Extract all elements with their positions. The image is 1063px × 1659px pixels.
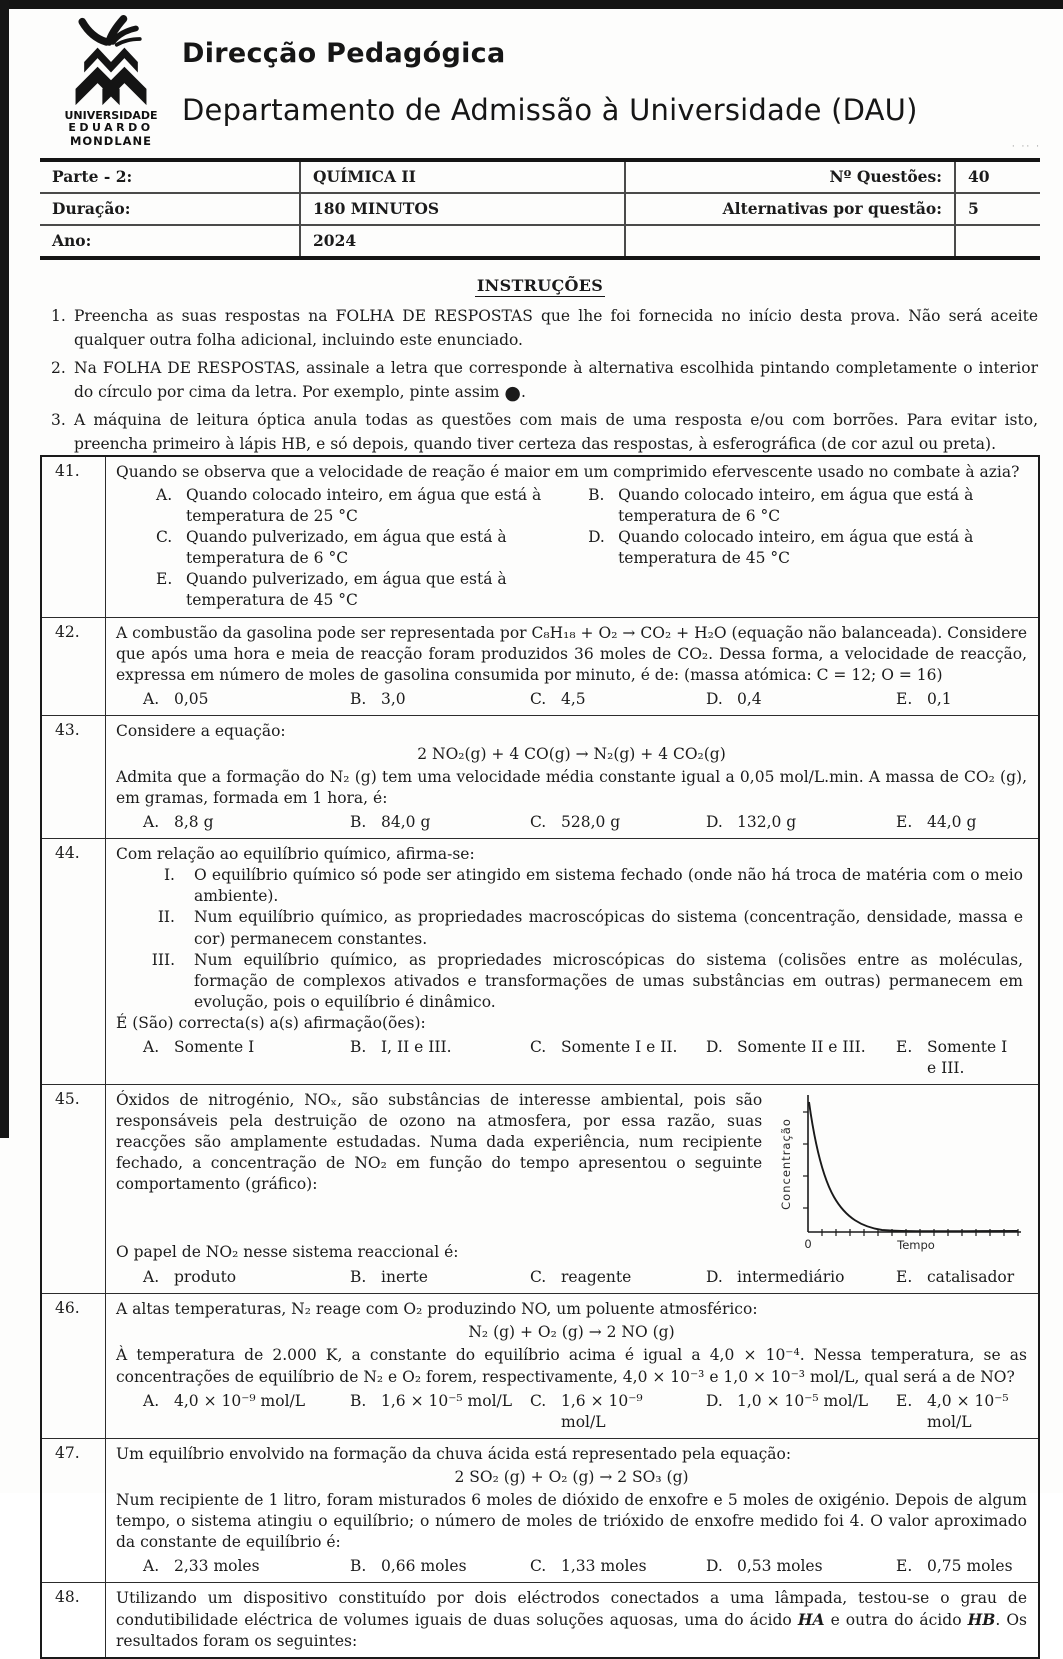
option-letter: E. [896, 1268, 913, 1287]
option [156, 569, 570, 611]
option-letter: D. [706, 1037, 723, 1056]
option [530, 1556, 706, 1577]
origin-label: 0 [804, 1237, 812, 1252]
option [896, 689, 1027, 710]
option-text: 1,6 × 10⁻⁵ mol/L [381, 1391, 513, 1410]
option-letter: E. [896, 689, 913, 708]
question-body [106, 1439, 1038, 1582]
info-row-ano [40, 225, 1040, 258]
instructions-title: INSTRUÇÕES [476, 276, 604, 295]
option [156, 485, 570, 527]
decay-curve-chart [778, 1090, 1028, 1258]
option [143, 1391, 350, 1433]
option [350, 1037, 530, 1079]
question-body [106, 618, 1038, 715]
question-body [106, 1583, 1038, 1657]
question-with-graph [116, 1090, 1028, 1264]
option-letter: A. [143, 813, 160, 832]
question-text-part: e outra do ácido [824, 1611, 968, 1630]
option-letter: B. [350, 689, 367, 708]
statement [116, 865, 1027, 907]
option-text: I, II e III. [381, 1037, 452, 1056]
option-letter: D. [706, 1268, 723, 1287]
info-row-duracao [40, 193, 1040, 225]
uem-logo [56, 16, 166, 148]
option-text: Quando colocado inteiro, em água que está à temperatura de 25 °C [186, 486, 542, 526]
filled-circle-example: ● [504, 382, 521, 405]
instruction-item [40, 408, 1040, 457]
question-number: 41. [42, 457, 106, 617]
questions-table [40, 455, 1040, 1659]
question-number: 46. [42, 1294, 106, 1437]
option-text: Quando colocado inteiro, em água que está à temperatura de 45 °C [618, 528, 974, 568]
option-letter: A. [156, 486, 173, 505]
question-text: Quando se observa que a velocidade de reação é maior em um comprimido efervescente usado no combate à azia? [116, 463, 1020, 481]
question-number: 48. [42, 1583, 106, 1657]
option [588, 527, 1027, 569]
question-row-44 [42, 839, 1038, 1085]
option-letter: E. [156, 570, 173, 589]
question-body [106, 1294, 1038, 1437]
option-text: Quando pulverizado, em água que está à temperatura de 45 °C [186, 570, 507, 610]
y-axis-label: Concentração [779, 1118, 794, 1210]
question-text: À temperatura de 2.000 K, a constante do equilíbrio acima é igual a 4,0 × 10⁻⁴. Nessa temperatura, se as concentrações de equilíbrio de N₂ e O₂ forem, respectivamente, 4,0 × 10⁻³ e 1,0 × 10⁻³ mol/L, qual será a de NO? [116, 1346, 1027, 1386]
chemical-equation: 2 SO₂ (g) + O₂ (g) → 2 SO₃ (g) [454, 1467, 689, 1486]
option [350, 689, 530, 710]
statement-text: O equilíbrio químico só pode ser atingido em sistema fechado (onde não há troca de matéria com o meio ambiente). [194, 866, 1023, 906]
options-row [116, 689, 1027, 710]
statement [116, 950, 1027, 1013]
option-letter: C. [530, 1037, 547, 1056]
option [350, 1556, 530, 1577]
statement-text: Num equilíbrio químico, as propriedades macroscópicas do sistema (concentração, densidade, massa e cor) permanecem constantes. [194, 908, 1023, 948]
option [896, 1391, 1027, 1433]
option-text: 0,75 moles [927, 1557, 1013, 1576]
question-text: Num recipiente de 1 litro, foram misturados 6 moles de dióxido de enxofre e 5 moles de oxigénio. Depois de algum tempo, o sistema atingiu o equilíbrio; o número de moles de trióxido de enxofre medido foi 4. O valor aproximado da constante de equilíbrio é: [116, 1490, 1027, 1552]
uem-emblem-icon [63, 16, 159, 108]
question-row-48 [42, 1583, 1038, 1657]
option [530, 1267, 706, 1288]
option-letter: B. [350, 1391, 367, 1410]
empty-cell [625, 225, 955, 258]
num-questoes-value: 40 [968, 167, 990, 186]
option [706, 1037, 896, 1079]
question-number: 42. [42, 618, 106, 715]
instruction-number: 2. [51, 358, 66, 377]
option-letter: A. [143, 1391, 160, 1410]
option-letter: C. [530, 1391, 547, 1410]
statement-numeral: I. [163, 866, 175, 885]
question-row-43 [42, 716, 1038, 839]
option-letter: A. [143, 1268, 160, 1287]
instructions-section [40, 276, 1040, 460]
option [706, 1556, 896, 1577]
option-text: 3,0 [381, 689, 406, 708]
option-letter: E. [896, 1557, 913, 1576]
option [896, 1037, 1027, 1079]
option-letter: B. [588, 486, 605, 505]
concentration-time-graph [778, 1090, 1028, 1264]
question-closing: É (São) correcta(s) a(s) afirmação(ões): [116, 1013, 426, 1032]
option-text: 132,0 g [737, 813, 797, 832]
logo-text-mondlane: MONDLANE [69, 133, 153, 148]
info-row-parte [40, 160, 1040, 193]
option [530, 1037, 706, 1079]
option [143, 1267, 350, 1288]
options-grid [116, 485, 1027, 611]
num-questoes-label: Nº Questões: [625, 160, 955, 193]
instruction-text: A máquina de leitura óptica anula todas as questões com mais de uma resposta e/ou com borrões. Para evitar isto, preencha primeiro à lápis HB, e só depois, quando tiver certeza das respostas, à esferográfica (de cor azul ou preta). [74, 410, 1038, 454]
x-axis-label: Tempo [897, 1238, 936, 1253]
question-row-41 [42, 457, 1038, 618]
subject-value: QUÍMICA II [300, 160, 625, 193]
option [706, 1267, 896, 1288]
departamento-dau-title: Departamento de Admissão à Universidade (DAU) [182, 93, 918, 127]
question-row-45 [42, 1085, 1038, 1294]
option [530, 812, 706, 833]
option-text: 8,8 g [174, 813, 214, 832]
question-text: Admita que a formação do N₂ (g) tem uma velocidade média constante igual a 0,05 mol/L.min. A massa de CO₂ (g), em gramas, formada em 1 hora, é: [116, 768, 1027, 808]
question-body [106, 716, 1038, 838]
option-letter: D. [706, 689, 723, 708]
question-prompt: O papel de NO₂ nesse sistema reaccional é: [116, 1243, 459, 1262]
option-text: 1,6 × 10⁻⁹ mol/L [561, 1391, 643, 1431]
option-letter: A. [143, 1037, 160, 1056]
option-text: Quando pulverizado, em água que está à temperatura de 6 °C [186, 528, 507, 568]
option [530, 689, 706, 710]
question-text: A combustão da gasolina pode ser representada por C₈H₁₈ + O₂ → CO₂ + H₂O (equação não balanceada). Considere que após uma hora e meia de reacção foram produzidos 36 moles de CO₂. Dessa forma, a velocidade de reacção, expressa em número de moles de gasolina consumida por minuto, é de: (massa atómica: C = 12; O = 16) [116, 623, 1027, 684]
instruction-text-suffix: . [521, 383, 526, 402]
option-text: 0,05 [174, 689, 209, 708]
option [896, 812, 1027, 833]
instruction-number: 3. [51, 410, 66, 429]
question-intro: Um equilíbrio envolvido na formação da chuva ácida está representado pela equação: [116, 1444, 792, 1463]
question-intro: Considere a equação: [116, 721, 286, 740]
question-text [116, 1588, 1027, 1652]
option-text: 0,66 moles [381, 1557, 467, 1576]
option-text: produto [174, 1268, 237, 1287]
option [143, 1556, 350, 1577]
option-text: inerte [381, 1268, 428, 1287]
alternativas-label: Alternativas por questão: [625, 193, 955, 225]
option-letter: C. [530, 813, 547, 832]
option-text: 1,0 × 10⁻⁵ mol/L [737, 1391, 869, 1410]
option [143, 812, 350, 833]
option [588, 485, 1027, 527]
option-text: Somente I e II. [561, 1037, 678, 1056]
option-letter: E. [896, 1037, 913, 1056]
option-letter: D. [706, 1557, 723, 1576]
instruction-item [40, 304, 1040, 353]
question-number: 44. [42, 839, 106, 1084]
duracao-label: Duração: [40, 193, 300, 225]
options-row [116, 1556, 1027, 1577]
decay-curve [809, 1102, 1018, 1231]
question-number: 45. [42, 1085, 106, 1293]
option-letter: C. [530, 1268, 547, 1287]
question-intro: Com relação ao equilíbrio químico, afirma-se: [116, 845, 475, 864]
option-text: 0,1 [927, 689, 952, 708]
option-letter: D. [706, 813, 723, 832]
option [143, 1037, 350, 1079]
option-text: intermediário [737, 1268, 845, 1287]
option [143, 689, 350, 710]
option [896, 1267, 1028, 1288]
option-letter: E. [896, 813, 913, 832]
instruction-text: Preencha as suas respostas na FOLHA DE RESPOSTAS que lhe foi fornecida no início desta prova. Não será aceite qualquer outra folha adicional, incluindo este enunciado. [74, 307, 1038, 350]
header [56, 16, 918, 148]
header-titles [182, 16, 918, 148]
question-body [106, 839, 1038, 1084]
option-letter: C. [156, 528, 173, 547]
option [706, 812, 896, 833]
statement-numeral: III. [151, 950, 175, 969]
direccao-pedagogica-title: Direcção Pedagógica [182, 38, 506, 69]
option-letter: E. [896, 1391, 913, 1410]
logo-text-eduardo: EDUARDO [68, 121, 154, 135]
option-text: 1,33 moles [561, 1557, 647, 1576]
option-letter: C. [530, 689, 547, 708]
empty-cell [955, 225, 1040, 258]
option-letter: D. [588, 528, 605, 547]
statement-numeral: II. [157, 908, 175, 927]
option [350, 1267, 530, 1288]
option [156, 527, 570, 569]
scan-left-edge [0, 0, 9, 1138]
logo-text-universidade: UNIVERSIDADE [64, 109, 158, 122]
option-letter: B. [350, 1268, 367, 1287]
parte-label: Parte - 2: [40, 160, 300, 193]
option-letter: A. [143, 1557, 160, 1576]
option-text: 0,4 [737, 689, 762, 708]
option-text: 0,53 moles [737, 1557, 823, 1576]
option-text: 4,5 [561, 689, 586, 708]
statement-text: Num equilíbrio químico, as propriedades microscópicas do sistema (colisões entre as moléculas, formação de complexos ativados e transformações de umas substâncias em outras) permanecem em evolução, pois o equilíbrio é dinâmico. [194, 950, 1023, 1011]
option-letter: D. [706, 1391, 723, 1410]
option [706, 1391, 896, 1433]
chemical-equation: 2 NO₂(g) + 4 CO(g) → N₂(g) + 4 CO₂(g) [417, 744, 726, 763]
alternativas-value: 5 [968, 199, 979, 218]
question-text: Óxidos de nitrogénio, NOₓ, são substâncias de interesse ambiental, pois são responsáveis pela destruição de ozono na atmosfera, por essa razão, suas reacções são amplamente estudadas. Numa dada experiência, num recipiente fechado, a concentração de NO₂ em função do tempo apresentou o seguinte comportamento (gráfico): [116, 1091, 763, 1194]
option [896, 1556, 1027, 1577]
duracao-value: 180 MINUTOS [300, 193, 625, 225]
question-text-part: . Os resultados foram os seguintes: [116, 1611, 1027, 1651]
instruction-item [40, 356, 1040, 405]
option-text: 44,0 g [927, 813, 977, 832]
question-intro: A altas temperaturas, N₂ reage com O₂ produzindo NO, um poluente atmosférico: [116, 1300, 758, 1319]
options-row [116, 1267, 1028, 1288]
ano-label: Ano: [40, 225, 300, 258]
option-text: 4,0 × 10⁻⁹ mol/L [174, 1391, 306, 1410]
option-letter: A. [143, 689, 160, 708]
exam-info-table [40, 158, 1040, 260]
acid-ha-label: HA [797, 1610, 825, 1630]
option [530, 1391, 706, 1433]
option-text: 84,0 g [381, 813, 431, 832]
question-number: 47. [42, 1439, 106, 1582]
question-body [106, 1085, 1039, 1293]
question-text-column [116, 1090, 778, 1264]
question-row-46 [42, 1294, 1038, 1438]
option-text: reagente [561, 1268, 632, 1287]
option-text: Somente I [174, 1037, 255, 1056]
option-text: Quando colocado inteiro, em água que está à temperatura de 6 °C [618, 486, 974, 526]
option [350, 812, 530, 833]
option-text: Somente II e III. [737, 1037, 866, 1056]
option-text: 2,33 moles [174, 1557, 260, 1576]
option-text: 4,0 × 10⁻⁵ mol/L [927, 1391, 1009, 1431]
option-text: 528,0 g [561, 813, 621, 832]
ano-value: 2024 [300, 225, 625, 258]
option-letter: C. [530, 1557, 547, 1576]
options-row [116, 1037, 1027, 1079]
option [350, 1391, 530, 1433]
instruction-text-part: Na FOLHA DE RESPOSTAS, assinale a letra que corresponde à alternativa escolhida pintando completamente o interior do círculo por cima da letra. Por exemplo, pinte assim [74, 358, 1038, 402]
question-text-part: Utilizando um dispositivo constituído por dois eléctrodos conectados a uma lâmpada, testou-se o grau de condutibilidade eléctrica de volumes iguais de duas soluções aquosas, uma do ácido [116, 1589, 1027, 1630]
acid-hb-label: HB [967, 1610, 996, 1630]
chemical-equation: N₂ (g) + O₂ (g) → 2 NO (g) [468, 1323, 675, 1342]
scan-artifact: · ·· · [1011, 142, 1041, 152]
option-text: catalisador [927, 1268, 1015, 1287]
options-row [116, 1391, 1027, 1433]
instruction-text [74, 356, 1040, 405]
options-row [116, 812, 1027, 833]
option-letter: B. [350, 1557, 367, 1576]
option [706, 689, 896, 710]
statement [116, 907, 1027, 949]
scan-top-edge [0, 0, 1063, 9]
question-row-47 [42, 1439, 1038, 1583]
question-body [106, 457, 1038, 617]
option-text: Somente I e III. [927, 1037, 1008, 1078]
question-row-42 [42, 618, 1038, 716]
question-number: 43. [42, 716, 106, 838]
option-letter: B. [350, 813, 367, 832]
option-letter: B. [350, 1037, 367, 1056]
instruction-number: 1. [51, 307, 66, 325]
